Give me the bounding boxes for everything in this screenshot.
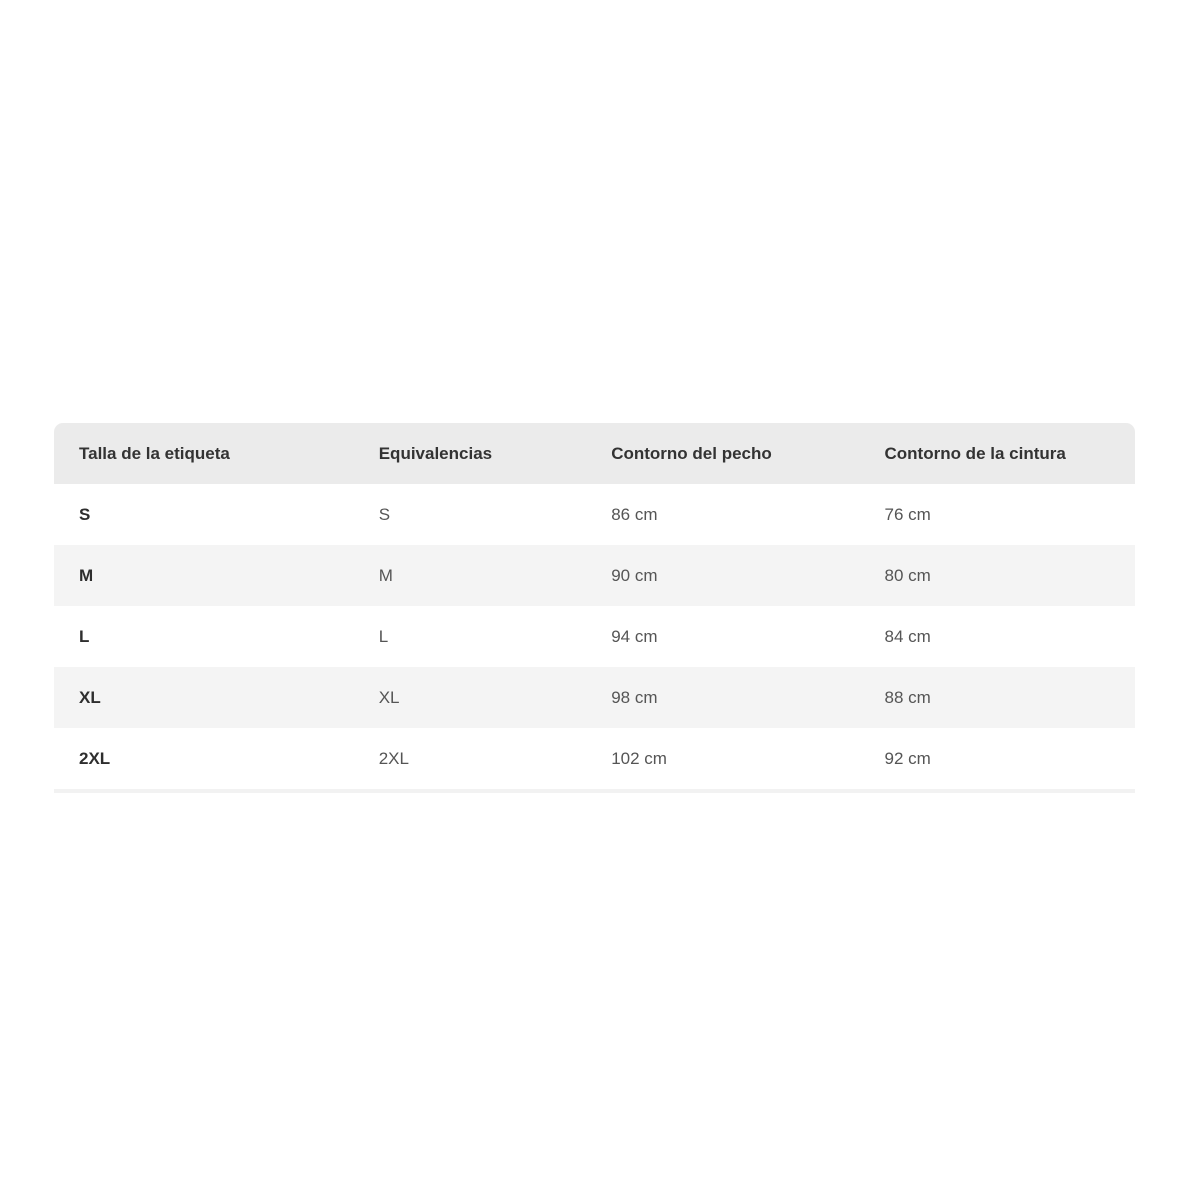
waist-cell: 76 cm (859, 484, 1135, 545)
table-row (54, 606, 1135, 667)
size-label-cell: XL (54, 667, 354, 728)
equivalence-cell: 2XL (354, 728, 587, 789)
size-chart-table (54, 423, 1135, 793)
header-label-size: Talla de la etiqueta (54, 423, 354, 484)
table-body (54, 484, 1135, 789)
waist-cell: 80 cm (859, 545, 1135, 606)
equivalence-cell: M (354, 545, 587, 606)
header-equivalences: Equivalencias (354, 423, 587, 484)
equivalence-cell: L (354, 606, 587, 667)
header-waist: Contorno de la cintura (859, 423, 1135, 484)
table-row (54, 545, 1135, 606)
size-label-cell: 2XL (54, 728, 354, 789)
table-row (54, 728, 1135, 789)
table-row (54, 484, 1135, 545)
chest-cell: 98 cm (586, 667, 859, 728)
chest-cell: 90 cm (586, 545, 859, 606)
chest-cell: 86 cm (586, 484, 859, 545)
chest-cell: 94 cm (586, 606, 859, 667)
size-label-cell: L (54, 606, 354, 667)
waist-cell: 92 cm (859, 728, 1135, 789)
table-row (54, 667, 1135, 728)
waist-cell: 88 cm (859, 667, 1135, 728)
header-row (54, 423, 1135, 484)
table-header (54, 423, 1135, 484)
header-chest: Contorno del pecho (586, 423, 859, 484)
equivalence-cell: XL (354, 667, 587, 728)
chest-cell: 102 cm (586, 728, 859, 789)
equivalence-cell: S (354, 484, 587, 545)
size-label-cell: M (54, 545, 354, 606)
waist-cell: 84 cm (859, 606, 1135, 667)
size-label-cell: S (54, 484, 354, 545)
